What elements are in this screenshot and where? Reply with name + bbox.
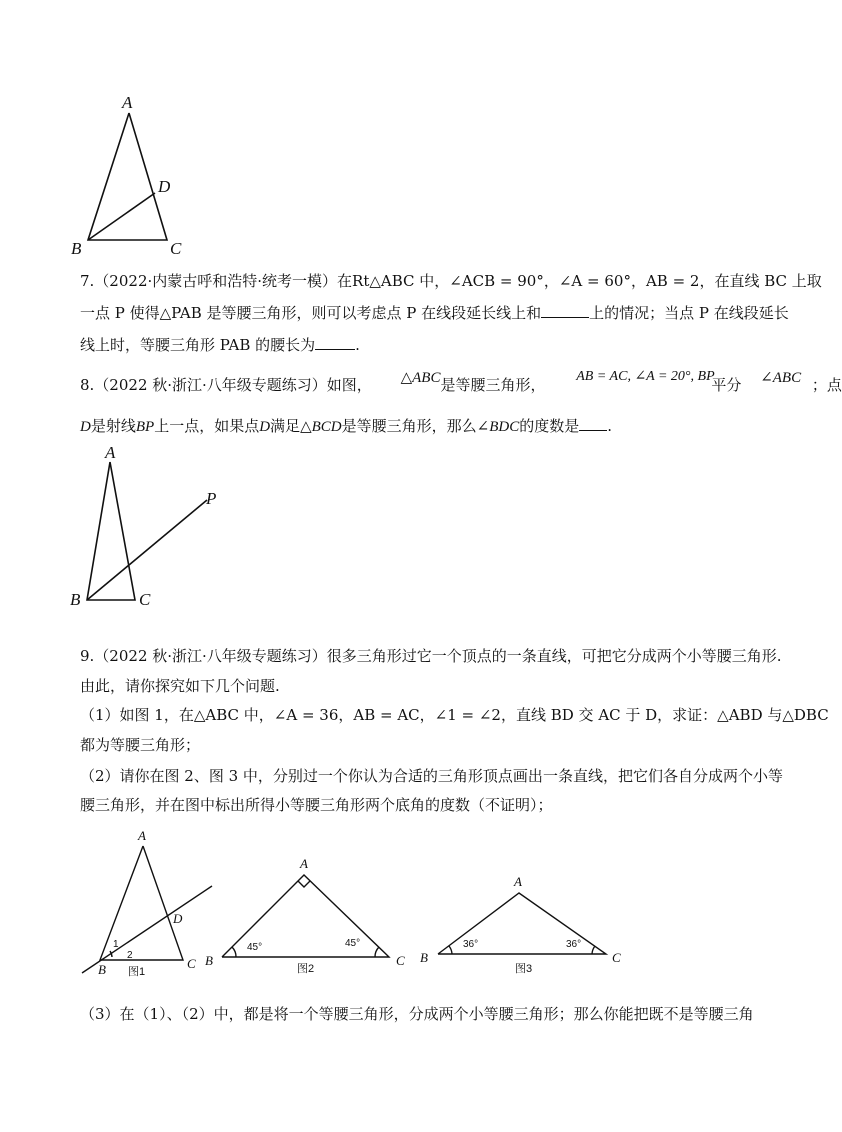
fig3-angle-C: 36° [566,939,582,950]
q7-line2-b: 上的情况；当点 P 在线段延长 [589,304,789,322]
fig3-label-A: A [514,874,522,889]
q8-line1-c: 平分 [711,376,742,394]
figure-q8 [0,440,800,620]
q8-text-point: 上一点，如果点 [154,417,260,435]
fig3-label-B: B [420,950,428,965]
q8-label-B: B [70,590,81,609]
q8-label-P: P [206,489,217,508]
fig2-label-A: A [300,856,308,871]
q8-text-satisfy: 满足 [270,417,301,435]
q8-point-d: D [80,419,91,435]
label-C: C [170,239,182,258]
fig2-label-B: B [205,953,213,968]
q8-label-A: A [105,443,116,462]
q9-line4: 都为等腰三角形； [80,736,201,754]
q9-line5: （2）请你在图 2、图 3 中，分别过一个你认为合适的三角形顶点画出一条直线，把它们各自分成两个小等 [80,767,783,785]
q8-period: . [607,417,612,435]
fig3-label-C: C [612,950,621,965]
q8-angle-abc: ∠ABC [760,370,802,386]
q7-line3-b: . [355,336,360,354]
q7-blank-1 [541,303,589,318]
q8-line1-d: ；点 [811,376,842,394]
fig2-angle-C: 45° [345,938,361,949]
label-B: B [71,239,82,258]
q8-text-isosceles: 是等腰三角形，那么 [341,417,477,435]
q7-line3 [80,335,730,355]
q8-label-C: C [139,590,151,609]
fig2-caption: 图2 [297,963,315,975]
fig1-angle-1: 1 [113,939,119,950]
label-A: A [122,93,133,112]
q8-line1 [80,369,842,397]
q8-line2 [80,416,730,437]
fig1-label-B: B [98,962,106,977]
q8-line1-a: 8.（2022 秋·浙江·八年级专题练习）如图， [80,376,372,394]
fig2-label-C: C [396,953,405,968]
fig1-label-D: D [173,911,183,926]
q8-point-d-2: D [259,419,271,435]
q7-line1: 7.（2022·内蒙古呼和浩特·统考一模）在Rt△ABC 中，∠ACB = 90°，∠A = 60°，AB = 2，在直线 BC 上取 [80,272,822,290]
figures-q9 [0,820,800,980]
fig3-caption: 图3 [515,963,533,975]
fig1-caption: 图1 [128,966,146,978]
q9-line2: 由此，请你探究如下几个问题. [80,677,280,695]
q7-line2 [80,303,789,323]
fig1-angle-2: 2 [127,950,133,961]
fig2-angle-B: 45° [247,942,263,953]
q7-line2-a: 一点 P 使得△PAB 是等腰三角形，则可以考虑点 P 在线段延长线上和 [80,304,542,322]
q8-text-degree: 的度数是 [519,417,580,435]
q8-blank [579,416,607,431]
label-D: D [158,177,171,196]
q7-blank-2 [315,335,355,350]
fig1-label-A: A [138,828,146,843]
q7-line3-a: 线上时，等腰三角形 PAB 的腰长为 [80,336,316,354]
fig1 [82,846,212,973]
q8-ray-bp: BP [135,419,155,435]
q9-line3: （1）如图 1，在△ABC 中，∠A = 36，AB = AC，∠1 = ∠2，直线 BD 交 AC 于 D，求证：△ABD 与△DBC [80,706,829,724]
q8-tri-abc: △ABC [400,370,441,386]
q8-angle-bdc: ∠BDC [476,419,520,435]
q9-line7: （3）在（1）、（2）中，都是将一个等腰三角形，分成两个小等腰三角形；那么你能把既不是等腰三角 [80,1005,754,1023]
fig3-angle-B: 36° [463,939,479,950]
q9-line1: 9.（2022 秋·浙江·八年级专题练习）很多三角形过它一个顶点的一条直线，可把它分成两个小等腰三角形. [80,647,782,665]
q8-condition: AB = AC, ∠A = 20°, BP [576,369,715,384]
fig1-label-C: C [187,956,196,971]
figure-triangle-abd [0,0,800,270]
q8-tri-bcd: △BCD [300,419,342,435]
q9-line6: 腰三角形，并在图中标出所得小等腰三角形两个底角的度数（不证明）； [80,796,553,814]
q8-line1-b: 是等腰三角形， [440,376,546,394]
q8-text-ray: 是射线 [90,417,136,435]
